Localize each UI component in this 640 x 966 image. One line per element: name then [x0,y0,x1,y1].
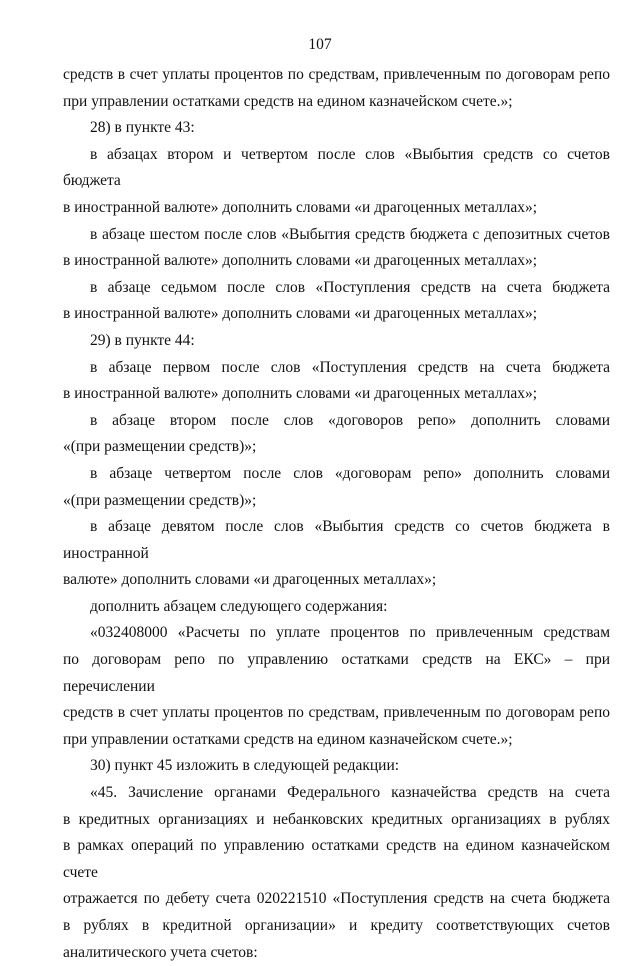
text-line: в абзаце шестом после слов «Выбытия средств бюджета с депозитных счетов [90,225,610,243]
text-line: «032408000 «Расчеты по уплате процентов по привлеченным средствам [90,624,610,642]
text-line: по договорам репо по управлению остатками средств на ЕКС» – при перечислении [63,651,610,695]
text-line: «(при размещении средств)»; [63,438,257,456]
text-line: в иностранной валюте» дополнить словами «и драгоценных металлах»; [63,305,538,323]
text-line: в абзаце девятом после слов «Выбытия средств со счетов бюджета в иностранной [63,518,610,562]
text-line: 29) в пункте 44: [90,331,195,349]
text-line: 30) пункт 45 изложить в следующей редакции: [90,757,400,775]
text-line: в кредитных организациях и небанковских кредитных организациях в рублях [63,810,610,828]
document-body [63,62,610,966]
text-line: дополнить абзацем следующего содержания: [90,597,388,615]
text-line: «45. Зачисление органами Федерального казначейства средств на счета [90,784,610,802]
text-line: в рублях в кредитной организации» и кредиту соответствующих счетов [63,917,610,934]
text-line: при управлении остатками средств на едином казначейском счете.»; [63,730,513,748]
text-line: в рамках операций по управлению остатками средств на едином казначейском счете [63,837,610,881]
text-line: аналитического учета счетов: [63,943,258,961]
text-line: средств в счет уплаты процентов по средствам, привлеченным по договорам репо [63,704,610,722]
text-line: в иностранной валюте» дополнить словами «и драгоценных металлах»; [63,198,538,216]
text-line: в абзаце четвертом после слов «договорам репо» дополнить словами [90,464,610,482]
text-line: отражается по дебету счета 020221510 «Поступления средств на счета бюджета [63,890,610,908]
text-line: «(при размещении средств)»; [63,491,257,509]
text-line: 28) в пункте 43: [90,119,195,137]
text-line: в абзаце втором после слов «договоров репо» дополнить словами [90,411,610,429]
text-line: в абзацах втором и четвертом после слов «Выбытия средств со счетов бюджета [63,145,610,190]
page-number: 107 [308,36,332,53]
text-line: валюте» дополнить словами «и драгоценных металлах»; [63,571,437,589]
text-line: при управлении остатками средств на едином казначейском счете.»; [63,92,513,110]
text-line: в абзаце седьмом после слов «Поступления средств на счета бюджета [90,278,610,296]
text-line: средств в счет уплаты процентов по средствам, привлеченным по договорам репо [63,66,610,83]
text-line: в абзаце первом после слов «Поступления средств на счета бюджета [90,358,610,376]
text-line: в иностранной валюте» дополнить словами «и драгоценных металлах»; [63,252,538,270]
text-line: в иностранной валюте» дополнить словами «и драгоценных металлах»; [63,385,538,403]
